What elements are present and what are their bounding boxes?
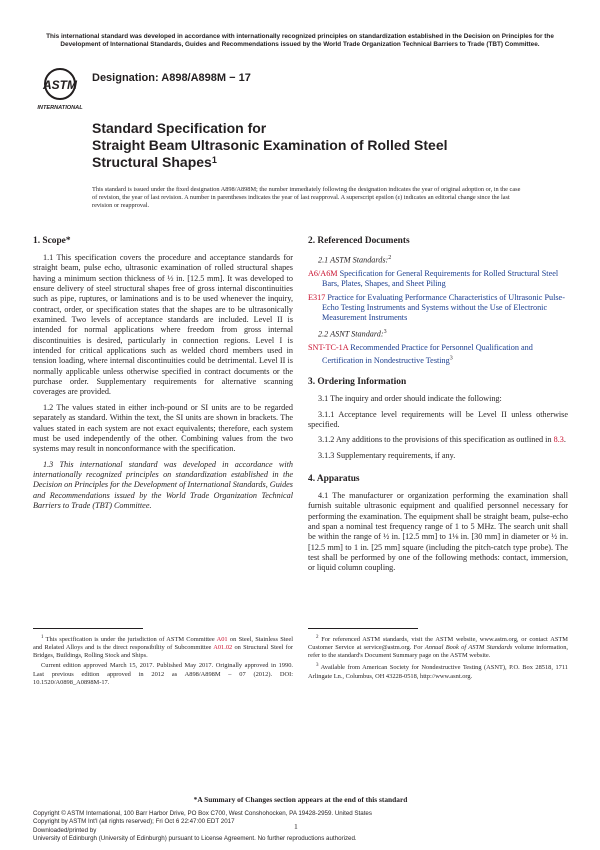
paragraph-3-1-2: 3.1.2 Any additions to the provisions of this specification as outlined in 8.3.: [318, 435, 566, 445]
ref-snt-tc-1a[interactable]: [308, 343, 568, 366]
downloaded-by-line: Downloaded/printed by: [33, 826, 97, 834]
designation: Designation: A898/A898M − 17: [92, 72, 251, 84]
license-line: University of Edinburgh (University of Edinburgh) pursuant to License Agreement. No further reproductions authorized.: [33, 835, 357, 843]
ref-e317[interactable]: [308, 293, 568, 324]
title-line-1: Standard Specification for: [92, 120, 267, 136]
footnote-2: $^2$ For referenced ASTM standards, visit the ASTM website, www.astm.org, or contact ASTM Customer Service at service@astm.org. For Annual Book of ASTM Standards volume information, refer to the standard's Document Summary page on the ASTM website.: [308, 635, 569, 660]
ref-e317-code[interactable]: E317: [308, 292, 326, 302]
asnt-standard-label: 2.2 ASNT Standard:$^3$: [318, 328, 387, 339]
link-8-3[interactable]: 8.3: [553, 435, 564, 445]
right-column: [308, 236, 568, 579]
paragraph-1-3: 1.3 This international standard was developed in accordance with internationally recognized principles on standardization established in the Decision on Principles for the Development of International Standards, Guides and Recommendations issued by the World Trade Organization Technical Barriers to Trade (TBT) Committee.: [33, 459, 293, 510]
paragraph-1-1: 1.1 This specification covers the procedure and acceptance standards for straight beam, pulse echo, ultrasonic examination of rolled structural shapes having a minimum section thickness of ½ in. [12.5 mm]. It was developed to ensure delivery of steel structural shapes free of gross internal discontinuities such as pipe, ruptures, or laminations and is to be used whenever the inquiry, contract, order, or specification states that the shapes are to be ultrasonically examined. Two levels of acceptance standards are included. Level II is intended for normal applications where freedom from gross internal discontinuities is desired, particularly in connection regions. Level I is intended for critical applications such as welded chord members used in tension loading, where internal discontinuities could be detrimental. Level II is normally applicable unless otherwise specified in contract documents or the purchase order. Supplementary requirements for alternative scanning coverages are provided.: [33, 253, 293, 397]
paragraph-4-1: 4.1 The manufacturer or organization performing the examination shall furnish suitable ultrasonic equipment and qualified personnel necessary for performing the examination. The equipment shall be straight beam, pulse-echo and span a nominal test frequency range of 1 to 5 MHz. The search unit shall be within the range of ½ in. [12.5 mm] to 1⅛ in. [30 mm] in diameter or ½ in. [12.5 mm] to 1 in. [25 mm] square (including the pitch-catch type probe). The test shall be performed by one of the following methods: contact, immersion, or liquid column coupling.: [308, 491, 568, 573]
footnotes-left: [33, 634, 293, 689]
ordering-information-heading: 3. Ordering Information: [308, 377, 407, 388]
paragraph-3-1-1: 3.1.1 Acceptance level requirements will be Level II unless otherwise specified.: [308, 409, 568, 429]
paragraph-3-1: 3.1 The inquiry and order should indicate the following:: [318, 394, 502, 404]
page-number: 1: [294, 822, 298, 831]
paragraph-3-1-3: 3.1.3 Supplementary requirements, if any.: [318, 450, 456, 460]
title-line-2: Straight Beam Ultrasonic Examination of Rolled Steel: [92, 137, 448, 153]
copyright-download-line: Copyright by ASTM Int'l (all rights reserved); Fri Oct 6 22:47:00 EDT 2017: [33, 818, 235, 826]
ref-e317-title[interactable]: Practice for Evaluating Performance Characteristics of Ultrasonic Pulse-Echo Testing Instruments and Systems without the Use of Electronic Measurement Instruments: [322, 292, 565, 323]
footnote-rule-right: [308, 628, 418, 629]
footnote-1: $^1$ This specification is under the jurisdiction of ASTM Committee A01 on Steel, Stainless Steel and Related Alloys and is the direct responsibility of Subcommittee A01.02 on Structural Steel for Bridges, Buildings, Rolling Stock and Ships.: [33, 635, 293, 660]
page-title: [92, 120, 532, 171]
scope-heading: 1. Scope*: [33, 236, 71, 246]
issued-note: This standard is issued under the fixed designation A898/A898M; the number immediately following the designation indicates the year of original adoption or, in the case of revision, the year of last revision. A number in parentheses indicates the year of last reapproval. A superscript epsilon (ε) indicates an editorial change since the last revision or reapproval.: [92, 186, 521, 209]
title-line-3: Structural Shapes$^1$: [92, 154, 217, 170]
ref-a6[interactable]: [308, 269, 568, 290]
link-a01[interactable]: A01: [216, 636, 228, 644]
footnote-3: $^3$ Available from American Society for Nondestructive Testing (ASNT), P.O. Box 28518, 1711 Arlingate Ln., Columbus, OH 43228-0518, http://www.asnt.org.: [308, 663, 568, 680]
referenced-documents-heading: 2. Referenced Documents: [308, 236, 410, 246]
bottom-copyright-block: [33, 810, 568, 844]
astm-logo: [36, 62, 84, 112]
ref-a6-title[interactable]: Specification for General Requirements for Rolled Structural Steel Bars, Plates, Shapes, and Sheet Piling: [322, 269, 559, 289]
footnotes-right: [308, 634, 568, 683]
link-a01-02[interactable]: A01.02: [213, 644, 233, 652]
footnote-1-edition: Current edition approved March 15, 2017. Published May 2017. Originally approved in 1990. Last previous edition approved in 2012 as A898/A898M – 07 (2012). DOI: 10.1520/A0898_A0898M-17.: [33, 662, 293, 686]
paragraph-1-2: 1.2 The values stated in either inch-pound or SI units are to be regarded separately as standard. Within the text, the SI units are shown in brackets. The values stated in each system are not exact equivalents; therefore, each system must be used independently of the other. Combining values from the two systems may result in nonconformance with the specification.: [33, 402, 293, 454]
left-column: [33, 236, 293, 516]
ref-a6-code[interactable]: A6/A6M: [308, 269, 338, 279]
astm-logo-sub: INTERNATIONAL: [37, 105, 83, 111]
ref-snt-code[interactable]: SNT-TC-1A: [308, 342, 349, 352]
top-notice: This international standard was developed in accordance with internationally recognized principles on standardization established in the Decision on Principles for the Development of International Standards, Guides and Recommendations issued by the World Trade Organization Technical Barriers to Trade (TBT) Committee.: [46, 33, 554, 48]
apparatus-heading: 4. Apparatus: [308, 474, 360, 485]
ref-snt-title[interactable]: Recommended Practice for Personnel Qualification and Certification in Nondestructive Testing$^3$: [322, 342, 533, 365]
astm-logo-letters: ASTM: [43, 78, 77, 92]
copyright-line: Copyright © ASTM International, 100 Barr Harbor Drive, PO Box C700, West Conshohocken, PA 19428-2959. United States: [33, 810, 372, 817]
astm-standards-label: 2.1 ASTM Standards:$^2$: [318, 255, 392, 265]
summary-of-changes-note: *A Summary of Changes section appears at the end of this standard: [193, 795, 408, 804]
title-footnote-mark: 1: [211, 155, 217, 165]
footnote-rule-left: [33, 628, 143, 629]
